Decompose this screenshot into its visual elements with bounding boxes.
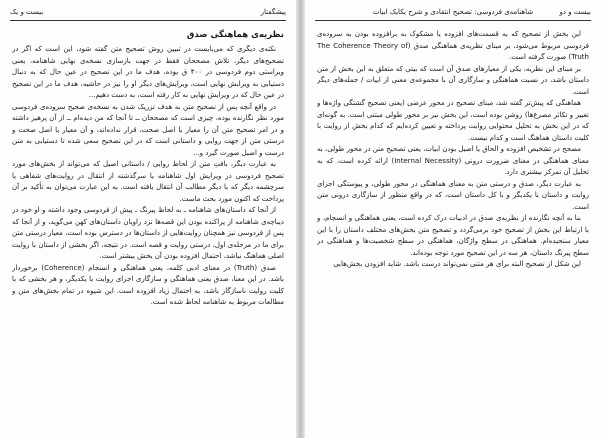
left-paragraph: از آنجا که داستان‌های شاهنامه ـ به لحاظ پیرنگ ـ پیش از فردوسی وجود داشته و او خود در دیباچه‌ی شاهنامه از پراکنده بودن این قصه‌ها نزد راویان داستان‌های کهن می‌گوید، و از آنجا که پس از فردوسی نیز همچنان روایت‌هایی از داستان‌ها در دسترس بوده است، معیار درستی متن برای ما در مرحله‌ی اول، درستی روایت و قصه است. در نتیجه، اگر بخشی از داستان با روایت اصلی هماهنگ نباشد، احتمال افزوده بودن آن بخش بیشتر است. [12, 206, 284, 260]
left-header-title: پیشگفتار [260, 8, 286, 16]
right-paragraph: این شکل از تصحیح البته برای هر متنی نمی‌تواند درست باشد. شاید افزودن بخش‌هایی [333, 260, 581, 268]
left-page-body [12, 29, 284, 432]
right-paragraph: بر مبنای این نظریه، یکی از معیارهای صدق آن است که بیتی که متعلق به این بخش از متن داستان باشد، در نسبت هماهنگی و سازگاری آن با مجموعه‌ی معنی از ابیات / جمله‌های دیگر است. [317, 64, 589, 96]
right-page-body [317, 29, 589, 432]
right-paragraph: به عبارت دیگر، صدق و درستی متن به معنای هماهنگی در محور طولی، و پیوستگی اجزای روایت و داستان با یکدیگر و با کل داستان است، که در واقع منظور از سازگاری درونی متن است. [317, 179, 589, 211]
left-page-header [10, 6, 286, 18]
left-paragraph: به عبارت دیگر، بافتِ متن از لحاظ روایی / داستانی اصیل که می‌تواند از بخش‌های مورد تصحیح فردوسی در ویرایش اول شاهنامه یا سرگذشته از انتقال در روایت‌های شفاهی یا سرچشمه دیگر که با دیگر مطالب آن انتقال یافته است. به این عبارت می‌توان به تأکید بر آن پرداخت که اکنون مورد بحث ماست. [12, 160, 284, 203]
left-page [0, 0, 296, 438]
left-page-number: بیست و یک [10, 8, 44, 16]
right-paragraph: مصحح در تشخیص افزوده و الحاق یا اصیل بودن ابیات، یعنی تصحیح متن در محور طولی، به معنای هماهنگی در معنای ضرورت درونی (Internal Necessity) ارائه کرده است، که به تحلیل آن تمرکز بیشتری دارد. [317, 145, 589, 176]
left-paragraph: در واقع آنچه پس از تصحیح متن به هدف تزریک شدن به نسخه‌ی صحیح سروده‌ی فردوسی مورد نظر نگارنده بوده، چیزی است که مصححان ــ تا آنجا که من دیده‌ام ــ از آن پرهیز داشته و در امر تصحیح متن آن را معیار یا اصل صحت، قرار نداده‌اند، و آن معیار یا اصل صحت و درستی متن از جهت روایی و داستانی است که در این تصحیح سعی شده تا دستیابی به متن درست و اصیل صورت گیرد و... [12, 102, 284, 157]
right-paragraph: بنا به آنچه نگارنده از نظریه‌ی صدق در ادبیات درک کرده است، یعنی هماهنگی و انسجام، و با ارتباط این بخش از تصحیح خود برمی‌گردد و تصحیح متن بخش‌های مختلف داستان را با این معیار سنجیده‌ام. هماهنگی در سطح واژگان، هماهنگی در سطح شخصیت‌ها و هماهنگی در سطح پیرنگ داستان، هر سه در این تصحیح مورد توجه بوده‌اند. [317, 214, 589, 257]
right-paragraph: هماهنگی که پیش‌تر گفته شد، مبنای تصحیح در محور عرضی (یعنی تصحیح گشتگی واژه‌ها و تغییر و تکاثر مصرع‌ها) روشن بوده است، این بخش نیز بر محور طولی مبتنی است. به گونه‌ای که در این بخش به تحلیل محتوایی روایت پرداخته و تعیین کرده‌ایم که کدام بخش از روایت با کلیت داستان هماهنگ است و کدام نیست. [317, 99, 589, 142]
right-page-number: بیست و دو [559, 8, 591, 16]
left-header-rule [10, 20, 286, 21]
left-paragraph: صدق (Truth) در معنای ادبی کلمه، یعنی هماهنگی و انسجام (Coherence) برخوردار باشد. در این معنا، صدق یعنی هماهنگی و سازگاری اجزای روایت با یکدیگر، و هر بخشی که با کلیت روایت ناسازگار باشد، به احتمال زیاد افزوده است. این شیوه در تمام بخش‌های متن و مطالعات مربوط به شاهنامه لحاظ شده است. [12, 263, 284, 306]
book-gutter [296, 0, 305, 438]
right-header-rule [315, 20, 591, 21]
left-paragraph: نکته‌ی دیگری که می‌بایست در تبیین روش تصحیح متن گفته شود، این است که اگر در تصحیح‌های دیگر، تلاش مصححان فقط در جهت بازسازی نسخه‌ی نهایی شاهنامه، یعنی ویراستی دوم فردوسی در ۴۰۰ ق بوده، هدف ما در این تصحیح در عین حال که به دنبال دستیابی به ویرایش نهایی است، ویرایش‌های دیگر او را نیز در حاشیه، هدف ما در این تصحیح در عین حال که در ویرایش نهایی به کار رفته است، به دست دهیم... [12, 45, 284, 99]
right-header-title: شاهنامه‌ی فردوسی: تصحیح انتقادی و شرح یکایک ابیات [372, 8, 534, 16]
right-page [305, 0, 601, 438]
right-paragraph: این بخش از تصحیح که به قسمت‌های افزوده یا مشکوک به برافزوده بودن به سروده‌ی فردوسی مربوط می‌شود، بر مبنای نظریه‌ی هماهنگی صدق (The Coherence Theory of Truth) صورت گرفته است. [317, 30, 589, 61]
right-page-header [315, 6, 591, 18]
section-heading: نظریه‌ی هماهنگی صدق [186, 30, 284, 40]
